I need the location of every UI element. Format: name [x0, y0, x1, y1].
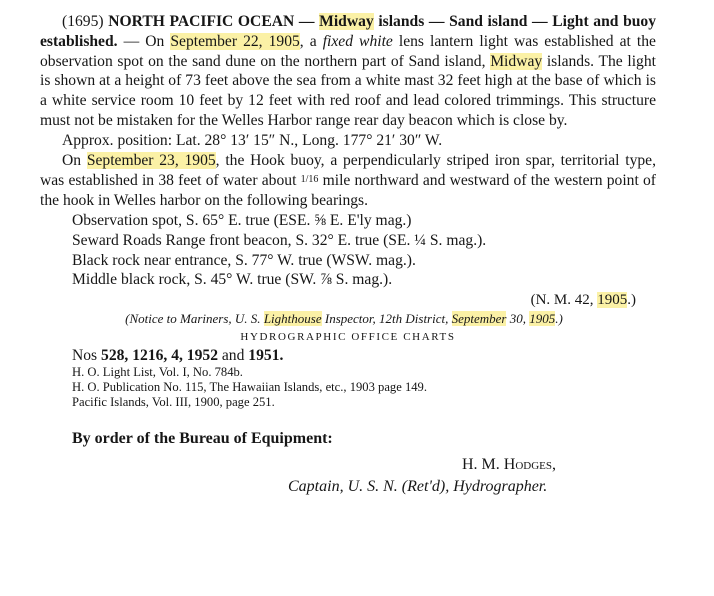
source-date: September — [451, 311, 507, 327]
signatory-title: Captain, U. S. N. (Ret'd), Hydrographer. — [288, 478, 548, 496]
p1-date: September 22, 1905 — [170, 32, 300, 50]
p2-part-b: , the Hook buoy, a perpendicularly striped iron spar, territorial type, was established in 38 feet of water about — [40, 151, 656, 190]
source-part-b: Inspector, 12th District, — [321, 311, 452, 327]
signature-name: H. M. Hodges, — [462, 456, 557, 474]
signature — [462, 456, 656, 474]
nos-values: 528, 1216, 4, 1952 — [101, 347, 218, 365]
p2-part-c: mile northward and westward of the western point of the hook in Welles harbor on the following bearings. — [40, 172, 656, 210]
bearing-item: Observation spot, S. 65° E. true (ESE. ⅝ E. E'ly mag.) — [72, 211, 412, 229]
nm-part-a: (N. M. 42, — [530, 292, 598, 309]
p1-part-a: — On — [117, 32, 171, 50]
chart-numbers — [72, 347, 656, 365]
bearing-item: Seward Roads Range front beacon, S. 32° E. true (SE. ¼ S. mag.). — [72, 231, 487, 249]
source-lighthouse: Lighthouse — [263, 311, 322, 327]
nos-last: 1951. — [248, 347, 284, 365]
bearing-item: Middle black rock, S. 45° W. true (SW. ⅞ S. mag.). — [72, 271, 393, 289]
p1-part-c: lens lantern light was established at the observation spot on the sand dune on the northern part of Sand island, — [40, 32, 656, 70]
notice-paragraph-1 — [40, 12, 656, 131]
source-part-c: 30, — [506, 311, 530, 327]
nm-reference — [40, 290, 636, 310]
nm-part-b: .) — [627, 292, 636, 309]
p1-part-b: , a — [299, 32, 323, 50]
source-part-d: .) — [555, 311, 563, 327]
heading-rest: islands — Sand island — Light and buoy established. — [40, 13, 657, 50]
source-part-a: (Notice to Mariners, U. S. — [125, 311, 264, 327]
position-value: Lat. 28° 13′ 15″ N., Long. 177° 21′ 30″ W. — [175, 131, 443, 149]
position-line — [40, 131, 656, 151]
charts-heading: HYDROGRAPHIC OFFICE CHARTS — [240, 331, 456, 344]
notice-paragraph-2 — [40, 151, 656, 211]
heading-dash: — — [294, 13, 320, 30]
heading-ocean: NORTH PACIFIC OCEAN — [108, 13, 295, 30]
p2-part-a: On — [62, 151, 87, 169]
source-year: 1905 — [529, 311, 556, 327]
reference-item: H. O. Publication No. 115, The Hawaiian Islands, etc., 1903 page 149. — [72, 380, 428, 395]
p1-place: Midway — [490, 52, 543, 70]
p1-fixed-white: fixed white — [322, 32, 393, 50]
source-line — [32, 310, 656, 328]
position-label: Approx. position: — [62, 131, 176, 149]
p2-date: September 23, 1905 — [86, 151, 216, 169]
reference-item: H. O. Light List, Vol. I, No. 784b. — [72, 365, 243, 380]
bearing-item: Black rock near entrance, S. 77° W. true (WSW. mag.). — [72, 251, 416, 269]
p1-part-d: islands. The light is shown at a height of 73 feet above the sea from a white mast 32 feet high at the base of which is a white service room 10 feet by 12 feet with red roof and lead colored trimmings. This structure must not be mistaken for the Welles Harbor range rear day beacon which is close by. — [40, 52, 656, 129]
p2-fraction: 1/16 — [300, 174, 319, 186]
reference-item: Pacific Islands, Vol. III, 1900, page 251. — [72, 395, 275, 410]
nos-and: and — [217, 347, 249, 365]
nm-year: 1905 — [597, 292, 628, 309]
notice-number: (1695) — [62, 13, 104, 30]
heading-place: Midway — [319, 13, 374, 30]
nos-label: Nos — [72, 347, 102, 365]
order-line: By order of the Bureau of Equipment: — [72, 430, 333, 448]
bearings-list — [72, 211, 656, 290]
